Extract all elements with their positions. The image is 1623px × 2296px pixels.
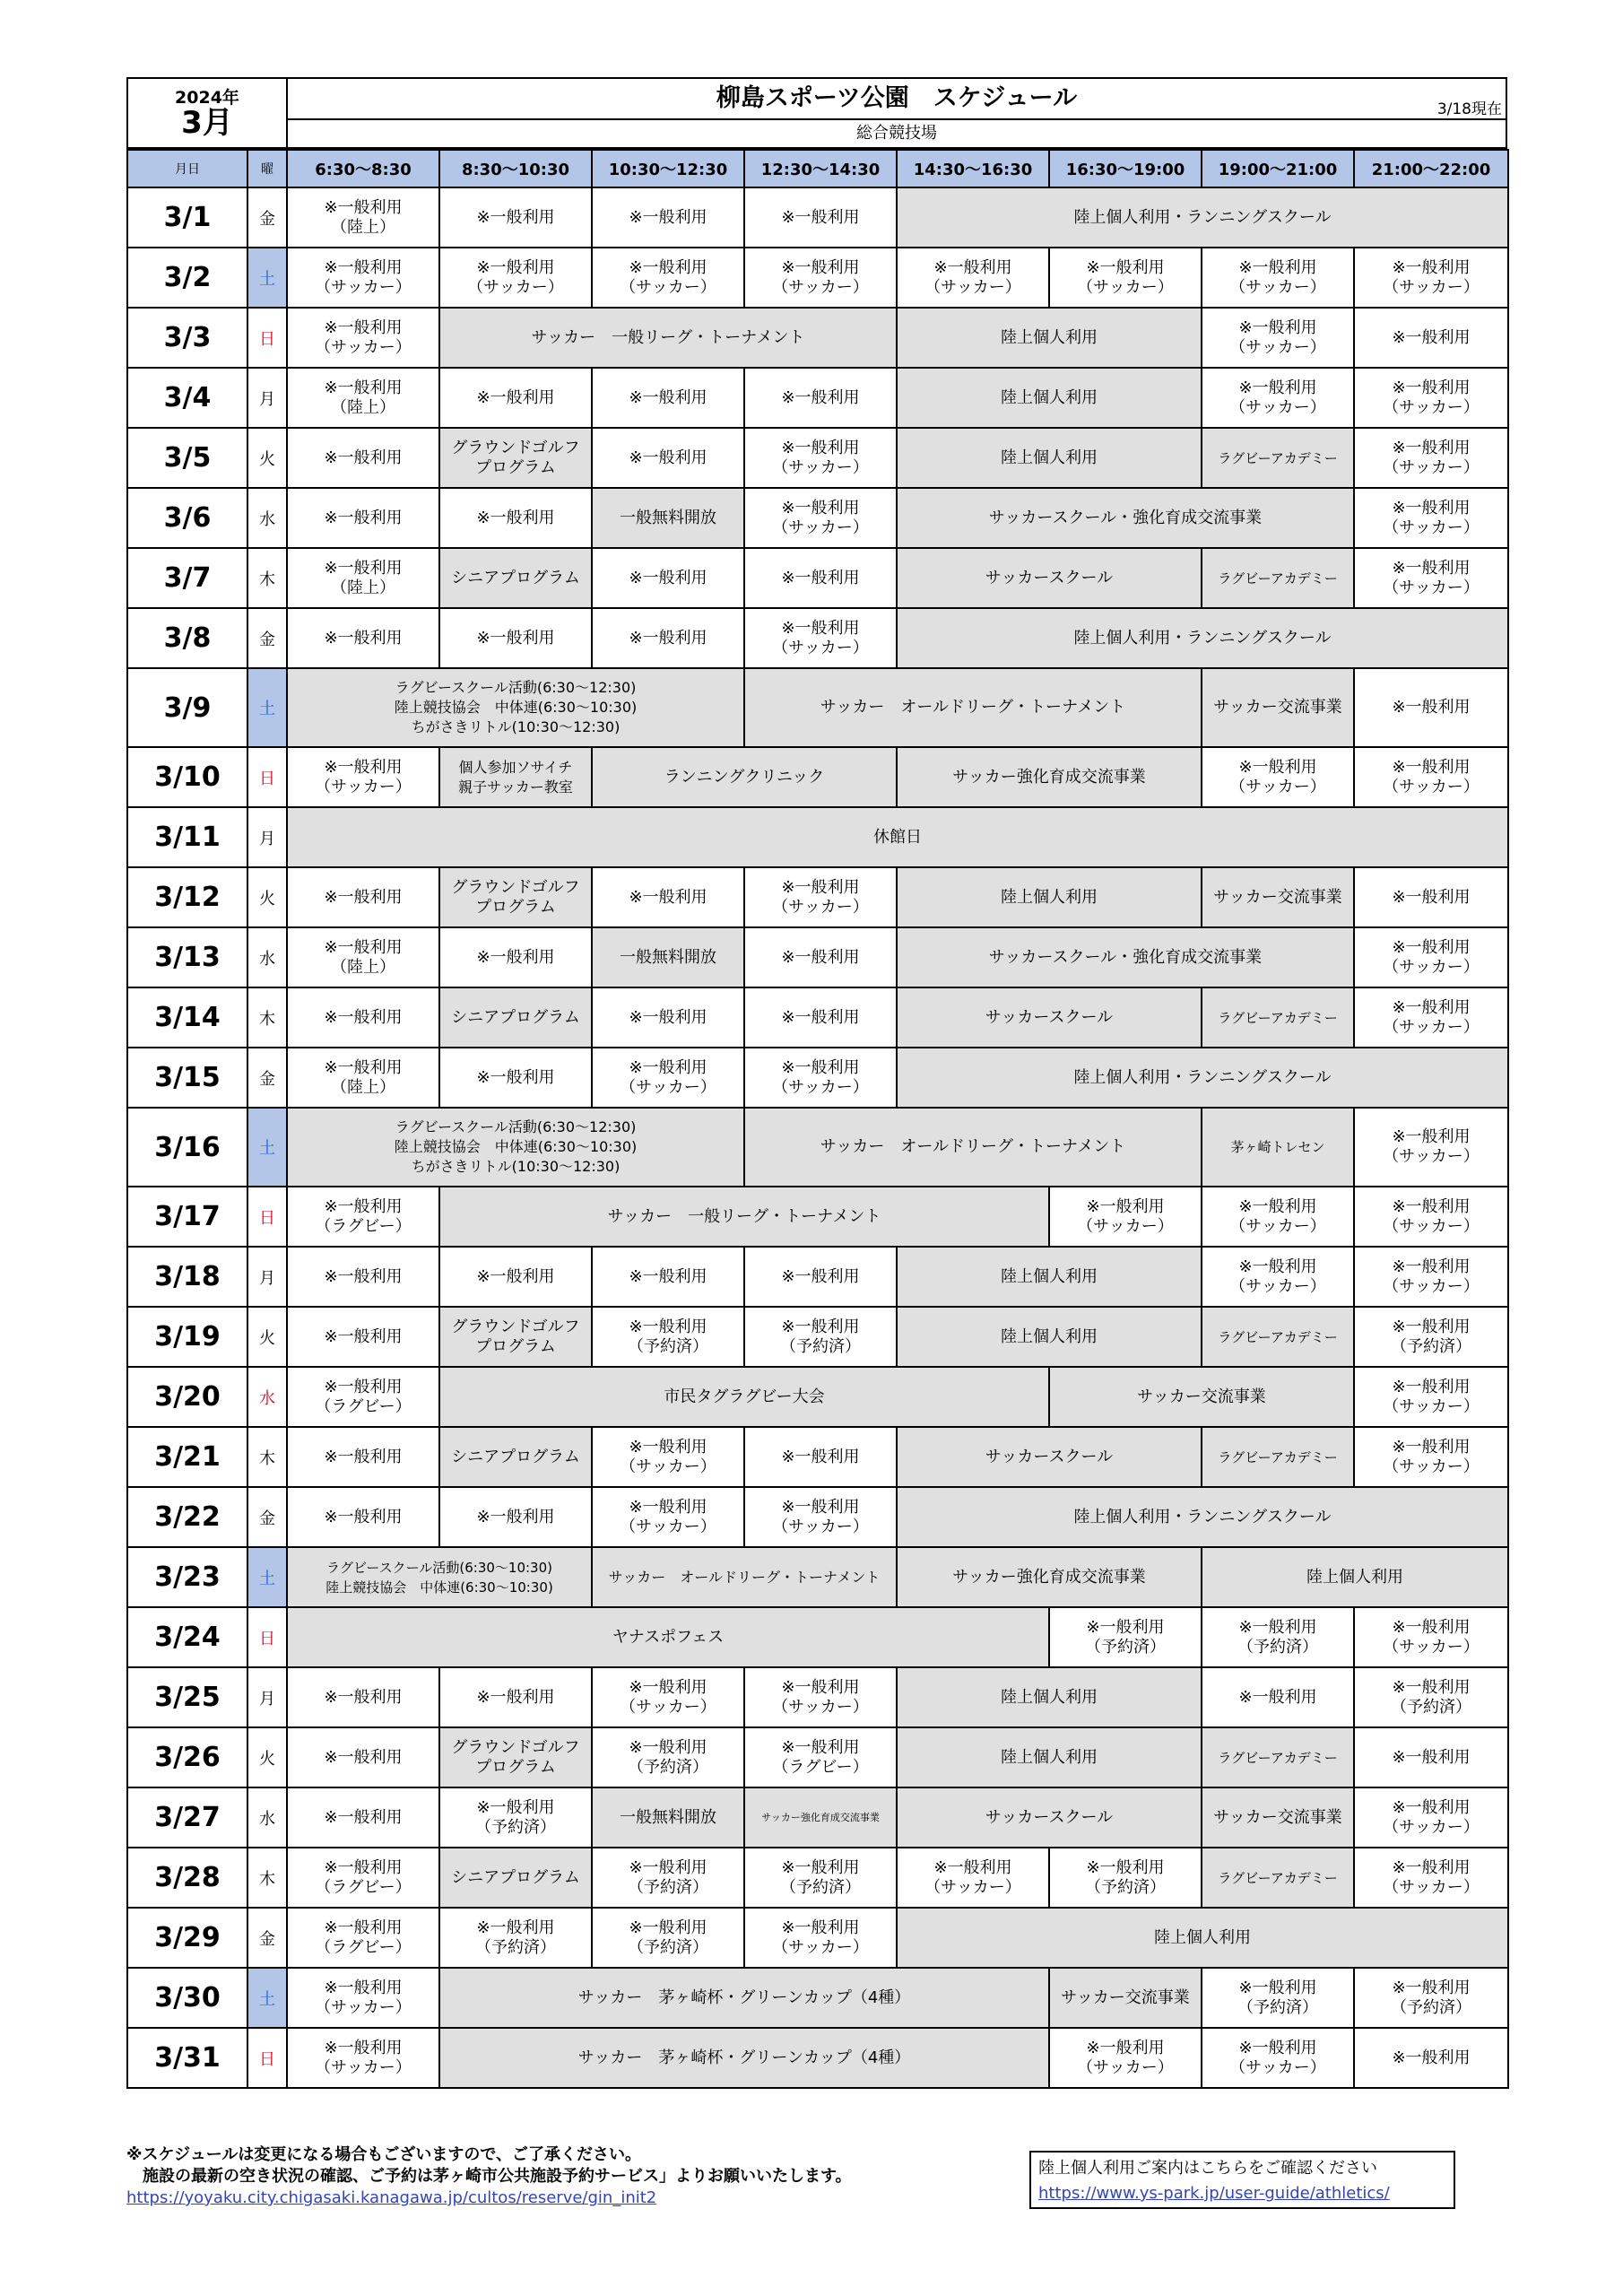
schedule-cell: ※一般利用 [592, 1247, 744, 1307]
weekday-cell: 金 [247, 1048, 287, 1108]
schedule-cell: ※一般利用 （サッカー） [1354, 248, 1508, 308]
schedule-row [127, 987, 1508, 1048]
date-cell: 3/26 [127, 1727, 247, 1787]
schedule-cell: シニアプログラム [439, 1848, 592, 1908]
schedule-cell: ※一般利用 （予約済） [1354, 1667, 1508, 1727]
date-cell: 3/15 [127, 1048, 247, 1108]
schedule-cell: ※一般利用 [287, 1667, 439, 1727]
schedule-cell: ※一般利用 （サッカー） [1354, 1187, 1508, 1247]
schedule-row [127, 1667, 1508, 1727]
schedule-cell: ※一般利用 [439, 488, 592, 548]
schedule-cell: ※一般利用 [744, 1247, 897, 1307]
schedule-cell: 茅ヶ崎トレセン [1202, 1108, 1354, 1187]
schedule-cell: ※一般利用 （サッカー） [1202, 368, 1354, 428]
schedule-cell: サッカー 茅ヶ崎杯・グリーンカップ（4種） [439, 1968, 1049, 2028]
weekday-cell: 金 [247, 187, 287, 248]
date-cell: 3/5 [127, 428, 247, 488]
weekday-cell: 月 [247, 1247, 287, 1307]
schedule-cell: ※一般利用 （サッカー） [592, 1487, 744, 1547]
schedule-cell: ※一般利用 [744, 187, 897, 248]
schedule-cell: ※一般利用 （陸上） [287, 1048, 439, 1108]
schedule-row [127, 1787, 1508, 1848]
weekday-cell: 月 [247, 807, 287, 867]
schedule-cell: ※一般利用 （サッカー） [744, 867, 897, 927]
schedule-cell: ※一般利用 （予約済） [1049, 1607, 1202, 1667]
schedule-cell: ラグビーアカデミー [1202, 1727, 1354, 1787]
weekday-cell: 水 [247, 927, 287, 987]
schedule-cell: ※一般利用 （陸上） [287, 548, 439, 608]
schedule-cell: 一般無料開放 [592, 488, 744, 548]
schedule-cell: ラグビーアカデミー [1202, 1848, 1354, 1908]
date-cell: 3/13 [127, 927, 247, 987]
weekday-cell: 木 [247, 987, 287, 1048]
schedule-cell: ※一般利用 （サッカー） [592, 1048, 744, 1108]
schedule-cell: サッカー オールドリーグ・トーナメント [744, 668, 1202, 747]
schedule-row [127, 807, 1508, 867]
schedule-cell: シニアプログラム [439, 1427, 592, 1487]
year-label: 2024年 [175, 88, 239, 108]
schedule-cell: ※一般利用 [744, 368, 897, 428]
schedule-row [127, 368, 1508, 428]
athletics-guide-link[interactable]: https://www.ys-park.jp/user-guide/athletics/ [1038, 2184, 1390, 2203]
col-header-slot: 8:30～10:30 [439, 150, 592, 187]
schedule-cell: 陸上個人利用 [897, 1667, 1202, 1727]
schedule-row [127, 308, 1508, 368]
col-header-slot: 21:00～22:00 [1354, 150, 1508, 187]
schedule-cell: サッカー 茅ヶ崎杯・グリーンカップ（4種） [439, 2028, 1049, 2088]
schedule-cell: ラグビースクール活動(6:30～10:30) 陸上競技協会 中体連(6:30～10:30) [287, 1547, 592, 1607]
schedule-cell: ※一般利用 [592, 368, 744, 428]
schedule-row [127, 1968, 1508, 2028]
schedule-table [126, 149, 1509, 2089]
schedule-cell: 陸上個人利用 [897, 1247, 1202, 1307]
date-cell: 3/8 [127, 608, 247, 668]
date-cell: 3/17 [127, 1187, 247, 1247]
col-header-slot: 19:00～21:00 [1202, 150, 1354, 187]
schedule-cell: ※一般利用 （サッカー） [1354, 428, 1508, 488]
schedule-row [127, 608, 1508, 668]
weekday-cell: 火 [247, 1307, 287, 1367]
title-text: 柳島スポーツ公園 スケジュール [716, 84, 1078, 112]
schedule-cell: ラグビーアカデミー [1202, 1427, 1354, 1487]
schedule-cell: サッカースクール [897, 987, 1202, 1048]
weekday-cell: 水 [247, 1367, 287, 1427]
weekday-cell: 火 [247, 428, 287, 488]
date-cell: 3/27 [127, 1787, 247, 1848]
schedule-cell: ※一般利用 [439, 1048, 592, 1108]
schedule-cell: ※一般利用 [287, 1427, 439, 1487]
schedule-cell: サッカー交流事業 [1049, 1367, 1354, 1427]
schedule-cell: ※一般利用 [1354, 2028, 1508, 2088]
schedule-cell: ※一般利用 （サッカー） [592, 1427, 744, 1487]
schedule-cell: ※一般利用 [287, 1247, 439, 1307]
schedule-cell: ※一般利用 （予約済） [592, 1908, 744, 1968]
schedule-cell: 陸上個人利用 [1202, 1547, 1508, 1607]
athletics-info-text: 陸上個人利用ご案内はこちらをご確認ください [1038, 2159, 1377, 2178]
schedule-cell: ※一般利用 （サッカー） [744, 1667, 897, 1727]
schedule-cell: グラウンドゴルフ プログラム [439, 1307, 592, 1367]
schedule-cell: ※一般利用 （サッカー） [287, 2028, 439, 2088]
schedule-cell: ※一般利用 （サッカー） [897, 248, 1049, 308]
weekday-cell: 月 [247, 368, 287, 428]
schedule-row [127, 548, 1508, 608]
year-month-cell [127, 78, 287, 148]
schedule-row [127, 2028, 1508, 2088]
col-header-slot: 6:30～8:30 [287, 150, 439, 187]
date-cell: 3/29 [127, 1908, 247, 1968]
schedule-row [127, 867, 1508, 927]
schedule-cell: ※一般利用 [592, 187, 744, 248]
schedule-cell: ※一般利用 [439, 187, 592, 248]
schedule-cell: ※一般利用 （サッカー） [287, 308, 439, 368]
schedule-cell: ラグビーアカデミー [1202, 987, 1354, 1048]
schedule-row [127, 1307, 1508, 1367]
weekday-cell: 日 [247, 1607, 287, 1667]
schedule-cell: ※一般利用 （予約済） [592, 1848, 744, 1908]
schedule-cell: ※一般利用 （予約済） [592, 1727, 744, 1787]
schedule-cell: 休館日 [287, 807, 1508, 867]
date-cell: 3/4 [127, 368, 247, 428]
schedule-cell: 市民タグラグビー大会 [439, 1367, 1049, 1427]
schedule-row [127, 668, 1508, 747]
schedule-cell: ※一般利用 [592, 608, 744, 668]
schedule-cell: ※一般利用 [287, 428, 439, 488]
schedule-cell: ※一般利用 （サッカー） [1202, 747, 1354, 807]
weekday-cell: 水 [247, 488, 287, 548]
date-cell: 3/23 [127, 1547, 247, 1607]
schedule-cell: ※一般利用 （サッカー） [287, 747, 439, 807]
schedule-cell: ※一般利用 （サッカー） [287, 1968, 439, 2028]
weekday-cell: 月 [247, 1667, 287, 1727]
schedule-cell: サッカー 一般リーグ・トーナメント [439, 1187, 1049, 1247]
schedule-cell: ※一般利用 [287, 987, 439, 1048]
header-table [126, 77, 1507, 149]
schedule-cell: ※一般利用 （サッカー） [744, 428, 897, 488]
schedule-row [127, 1187, 1508, 1247]
page-title [287, 78, 1506, 119]
schedule-cell: ※一般利用 （予約済） [592, 1307, 744, 1367]
date-cell: 3/30 [127, 1968, 247, 2028]
schedule-cell: 陸上個人利用 [897, 1307, 1202, 1367]
date-cell: 3/28 [127, 1848, 247, 1908]
schedule-cell: ※一般利用 （サッカー） [439, 248, 592, 308]
weekday-cell: 木 [247, 1848, 287, 1908]
schedule-cell: ※一般利用 （予約済） [1049, 1848, 1202, 1908]
weekday-cell: 日 [247, 747, 287, 807]
weekday-cell: 金 [247, 1908, 287, 1968]
weekday-cell: 日 [247, 2028, 287, 2088]
schedule-cell: サッカースクール [897, 1787, 1202, 1848]
schedule-cell: ※一般利用 （サッカー） [744, 488, 897, 548]
column-header-row [127, 150, 1508, 187]
schedule-cell: サッカー オールドリーグ・トーナメント [744, 1108, 1202, 1187]
date-cell: 3/31 [127, 2028, 247, 2088]
schedule-cell: ※一般利用 （サッカー） [1354, 1607, 1508, 1667]
weekday-cell: 土 [247, 248, 287, 308]
schedule-cell: ラグビースクール活動(6:30～12:30) 陸上競技協会 中体連(6:30～10:30) ちがさきリトル(10:30～12:30) [287, 668, 744, 747]
schedule-cell: ※一般利用 （予約済） [439, 1787, 592, 1848]
schedule-cell: ※一般利用 （サッカー） [592, 1667, 744, 1727]
schedule-cell: 陸上個人利用 [897, 428, 1202, 488]
schedule-row [127, 1108, 1508, 1187]
schedule-cell: 陸上個人利用 [897, 368, 1202, 428]
schedule-row [127, 1727, 1508, 1787]
weekday-cell: 木 [247, 1427, 287, 1487]
schedule-row [127, 747, 1508, 807]
date-cell: 3/16 [127, 1108, 247, 1187]
schedule-cell: ※一般利用 （サッカー） [897, 1848, 1049, 1908]
date-cell: 3/25 [127, 1667, 247, 1727]
weekday-cell: 木 [247, 548, 287, 608]
schedule-cell: ※一般利用 [592, 867, 744, 927]
schedule-cell: ※一般利用 （陸上） [287, 927, 439, 987]
schedule-cell: サッカー強化育成交流事業 [897, 1547, 1202, 1607]
schedule-cell: ※一般利用 [439, 608, 592, 668]
schedule-cell: シニアプログラム [439, 548, 592, 608]
schedule-cell: シニアプログラム [439, 987, 592, 1048]
schedule-cell: サッカー交流事業 [1202, 1787, 1354, 1848]
schedule-cell: ※一般利用 （サッカー） [1354, 747, 1508, 807]
weekday-cell: 土 [247, 668, 287, 747]
schedule-row [127, 187, 1508, 248]
date-cell: 3/2 [127, 248, 247, 308]
schedule-cell: ※一般利用 [1354, 867, 1508, 927]
schedule-cell: ※一般利用 （サッカー） [1202, 308, 1354, 368]
weekday-cell: 土 [247, 1968, 287, 2028]
schedule-cell: ※一般利用 （サッカー） [1354, 1848, 1508, 1908]
date-cell: 3/14 [127, 987, 247, 1048]
schedule-cell: ※一般利用 （サッカー） [1202, 1247, 1354, 1307]
weekday-cell: 土 [247, 1547, 287, 1607]
reservation-link[interactable]: https://yoyaku.city.chigasaki.kanagawa.jp/cultos/reserve/gin_init2 [126, 2188, 657, 2207]
schedule-cell: ラグビーアカデミー [1202, 428, 1354, 488]
schedule-cell: ※一般利用 [744, 987, 897, 1048]
date-cell: 3/11 [127, 807, 247, 867]
col-header-slot: 16:30～19:00 [1049, 150, 1202, 187]
schedule-cell: サッカー強化育成交流事業 [744, 1787, 897, 1848]
schedule-cell: ※一般利用 （ラグビー） [287, 1187, 439, 1247]
schedule-cell: グラウンドゴルフ プログラム [439, 428, 592, 488]
schedule-cell: サッカースクール [897, 1427, 1202, 1487]
schedule-cell: サッカー交流事業 [1202, 668, 1354, 747]
schedule-cell: ※一般利用 [287, 488, 439, 548]
schedule-cell: ※一般利用 [287, 1727, 439, 1787]
schedule-cell: グラウンドゴルフ プログラム [439, 1727, 592, 1787]
schedule-cell: ※一般利用 （サッカー） [1049, 1187, 1202, 1247]
schedule-cell: 陸上個人利用 [897, 867, 1202, 927]
schedule-row [127, 1367, 1508, 1427]
schedule-cell: サッカー 一般リーグ・トーナメント [439, 308, 897, 368]
schedule-row [127, 428, 1508, 488]
schedule-cell: ※一般利用 [287, 867, 439, 927]
schedule-cell: ※一般利用 （サッカー） [1354, 1247, 1508, 1307]
schedule-row [127, 248, 1508, 308]
schedule-row [127, 488, 1508, 548]
month-label: 3月 [181, 105, 233, 141]
schedule-cell: サッカー交流事業 [1202, 867, 1354, 927]
schedule-cell: ※一般利用 （ラグビー） [287, 1848, 439, 1908]
schedule-row [127, 1547, 1508, 1607]
schedule-cell: ※一般利用 （サッカー） [744, 1908, 897, 1968]
weekday-cell: 水 [247, 1787, 287, 1848]
schedule-cell: ※一般利用 [592, 548, 744, 608]
schedule-cell: ※一般利用 [1354, 308, 1508, 368]
schedule-cell: ヤナスポフェス [287, 1607, 1049, 1667]
weekday-cell: 土 [247, 1108, 287, 1187]
schedule-cell: ※一般利用 （ラグビー） [287, 1908, 439, 1968]
schedule-cell: ※一般利用 （サッカー） [592, 248, 744, 308]
schedule-cell: ※一般利用 [1354, 1727, 1508, 1787]
date-cell: 3/24 [127, 1607, 247, 1667]
schedule-cell: 一般無料開放 [592, 1787, 744, 1848]
date-cell: 3/22 [127, 1487, 247, 1547]
schedule-cell: 陸上個人利用・ランニングスクール [897, 608, 1508, 668]
date-cell: 3/20 [127, 1367, 247, 1427]
col-header-slot: 12:30～14:30 [744, 150, 897, 187]
schedule-cell: ラグビーアカデミー [1202, 548, 1354, 608]
schedule-cell: ※一般利用 （サッカー） [1354, 1108, 1508, 1187]
date-cell: 3/21 [127, 1427, 247, 1487]
schedule-cell: ※一般利用 （予約済） [439, 1908, 592, 1968]
schedule-cell: ※一般利用 [287, 1487, 439, 1547]
schedule-row [127, 1048, 1508, 1108]
schedule-cell: ※一般利用 [287, 1307, 439, 1367]
schedule-cell: ※一般利用 [439, 1487, 592, 1547]
schedule-cell: 陸上個人利用 [897, 1908, 1508, 1968]
schedule-cell: ※一般利用 （サッカー） [744, 608, 897, 668]
schedule-cell: ※一般利用 [592, 987, 744, 1048]
schedule-cell: ※一般利用 （サッカー） [287, 248, 439, 308]
schedule-cell: ※一般利用 （陸上） [287, 368, 439, 428]
weekday-cell: 火 [247, 1727, 287, 1787]
date-cell: 3/12 [127, 867, 247, 927]
schedule-cell: ※一般利用 （サッカー） [1354, 1427, 1508, 1487]
schedule-cell: ※一般利用 （予約済） [1354, 1307, 1508, 1367]
schedule-cell: ※一般利用 （サッカー） [1049, 248, 1202, 308]
schedule-cell: ※一般利用 [439, 927, 592, 987]
schedule-cell: ※一般利用 （サッカー） [1354, 987, 1508, 1048]
weekday-cell: 金 [247, 1487, 287, 1547]
schedule-sheet [126, 77, 1507, 2089]
schedule-cell: ※一般利用 （ラグビー） [287, 1367, 439, 1427]
schedule-cell: 一般無料開放 [592, 927, 744, 987]
schedule-cell: サッカースクール・強化育成交流事業 [897, 488, 1354, 548]
schedule-cell: グラウンドゴルフ プログラム [439, 867, 592, 927]
schedule-cell: ※一般利用 [287, 1787, 439, 1848]
schedule-row [127, 1607, 1508, 1667]
weekday-cell: 日 [247, 308, 287, 368]
schedule-cell: ※一般利用 （サッカー） [1354, 548, 1508, 608]
schedule-cell: ※一般利用 （サッカー） [1202, 2028, 1354, 2088]
date-cell: 3/19 [127, 1307, 247, 1367]
schedule-cell: ※一般利用 （サッカー） [744, 248, 897, 308]
schedule-cell: ※一般利用 （陸上） [287, 187, 439, 248]
schedule-cell: 陸上個人利用・ランニングスクール [897, 1048, 1508, 1108]
schedule-row [127, 927, 1508, 987]
facility-name: 総合競技場 [287, 119, 1506, 148]
schedule-cell: ※一般利用 （予約済） [1202, 1968, 1354, 2028]
schedule-cell: 陸上個人利用 [897, 1727, 1202, 1787]
schedule-cell: ※一般利用 [439, 1667, 592, 1727]
date-cell: 3/9 [127, 668, 247, 747]
schedule-cell: ※一般利用 [744, 548, 897, 608]
schedule-cell: ※一般利用 （サッカー） [1202, 1187, 1354, 1247]
schedule-cell: ※一般利用 （サッカー） [1202, 248, 1354, 308]
schedule-cell: ※一般利用 [592, 428, 744, 488]
schedule-cell: ※一般利用 （サッカー） [1049, 2028, 1202, 2088]
schedule-cell: ※一般利用 [744, 927, 897, 987]
schedule-cell: ※一般利用 [1202, 1667, 1354, 1727]
schedule-cell: ※一般利用 [287, 608, 439, 668]
note-change: ※スケジュールは変更になる場合もございますので、ご了承ください。 [126, 2145, 642, 2164]
schedule-cell: サッカー オールドリーグ・トーナメント [592, 1547, 897, 1607]
col-header-slot: 10:30～12:30 [592, 150, 744, 187]
date-cell: 3/1 [127, 187, 247, 248]
schedule-cell: ※一般利用 （予約済） [1354, 1968, 1508, 2028]
schedule-cell: ラグビースクール活動(6:30～12:30) 陸上競技協会 中体連(6:30～10:30) ちがさきリトル(10:30～12:30) [287, 1108, 744, 1187]
schedule-cell: サッカースクール・強化育成交流事業 [897, 927, 1354, 987]
schedule-cell: ※一般利用 （サッカー） [1354, 368, 1508, 428]
athletics-info-box [1029, 2151, 1455, 2209]
weekday-cell: 火 [247, 867, 287, 927]
date-cell: 3/6 [127, 488, 247, 548]
col-header-dow: 曜 [247, 150, 287, 187]
schedule-cell: サッカースクール [897, 548, 1202, 608]
schedule-row [127, 1487, 1508, 1547]
schedule-cell: ※一般利用 （ラグビー） [744, 1727, 897, 1787]
weekday-cell: 日 [247, 1187, 287, 1247]
schedule-cell: ※一般利用 [439, 368, 592, 428]
schedule-cell: ※一般利用 （サッカー） [1354, 1367, 1508, 1427]
schedule-row [127, 1247, 1508, 1307]
schedule-cell: 陸上個人利用・ランニングスクール [897, 187, 1508, 248]
schedule-cell: サッカー交流事業 [1049, 1968, 1202, 2028]
schedule-cell: ※一般利用 （サッカー） [744, 1487, 897, 1547]
schedule-cell: ※一般利用 （サッカー） [1354, 488, 1508, 548]
schedule-cell: 個人参加ソサイチ 親子サッカー教室 [439, 747, 592, 807]
schedule-cell: 陸上個人利用・ランニングスクール [897, 1487, 1508, 1547]
col-header-slot: 14:30～16:30 [897, 150, 1049, 187]
weekday-cell: 金 [247, 608, 287, 668]
schedule-cell: ランニングクリニック [592, 747, 897, 807]
schedule-row [127, 1908, 1508, 1968]
date-cell: 3/7 [127, 548, 247, 608]
schedule-cell: ※一般利用 [1354, 668, 1508, 747]
schedule-cell: ※一般利用 （予約済） [1202, 1607, 1354, 1667]
footer-notes [126, 2144, 1014, 2209]
schedule-cell: ※一般利用 （サッカー） [1354, 1787, 1508, 1848]
note-reserve: 施設の最新の空き状況の確認、ご予約は茅ヶ崎市公共施設予約サービス」よりお願いいたします。 [126, 2167, 852, 2186]
schedule-cell: ※一般利用 （予約済） [744, 1307, 897, 1367]
date-cell: 3/10 [127, 747, 247, 807]
schedule-cell: ※一般利用 （サッカー） [744, 1048, 897, 1108]
date-cell: 3/18 [127, 1247, 247, 1307]
schedule-cell: ※一般利用 （予約済） [744, 1848, 897, 1908]
schedule-cell: サッカー強化育成交流事業 [897, 747, 1202, 807]
schedule-cell: 陸上個人利用 [897, 308, 1202, 368]
schedule-row [127, 1427, 1508, 1487]
schedule-body [127, 187, 1508, 2088]
date-cell: 3/3 [127, 308, 247, 368]
col-header-date: 月日 [127, 150, 247, 187]
schedule-cell: ※一般利用 （サッカー） [1354, 927, 1508, 987]
as-of-date: 3/18現在 [1436, 100, 1502, 118]
schedule-row [127, 1848, 1508, 1908]
schedule-cell: ラグビーアカデミー [1202, 1307, 1354, 1367]
schedule-cell: ※一般利用 [439, 1247, 592, 1307]
schedule-cell: ※一般利用 [744, 1427, 897, 1487]
